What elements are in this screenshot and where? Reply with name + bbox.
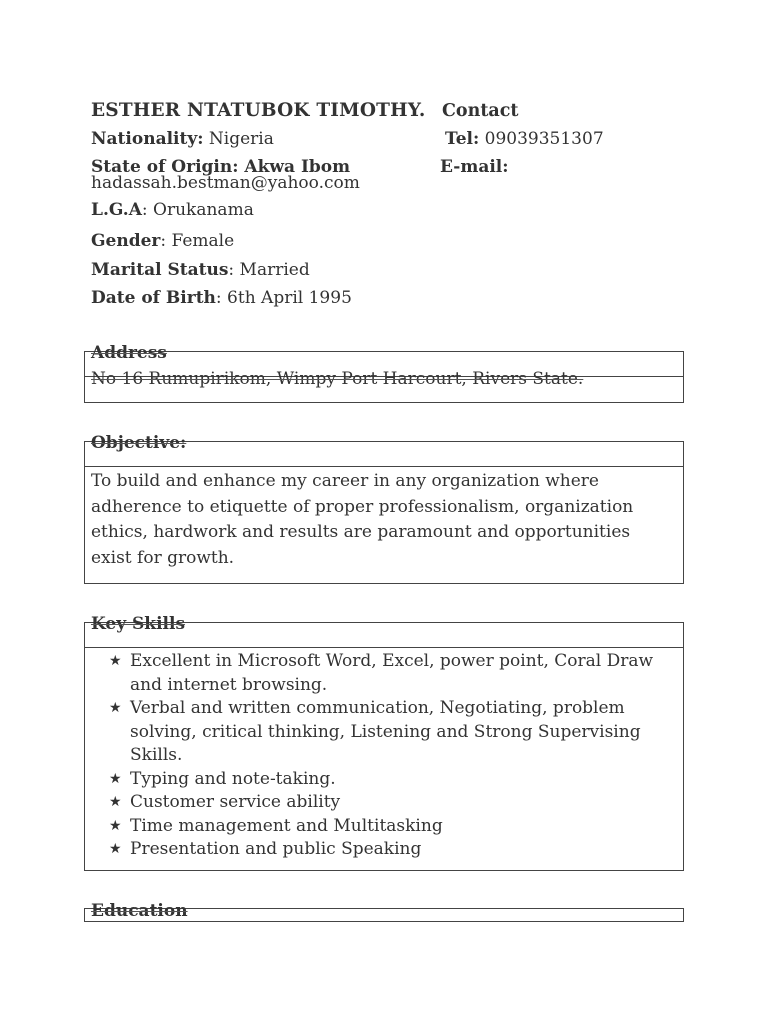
education-header: [85, 901, 683, 921]
lga-row: [91, 200, 254, 220]
tel-value: 09039351307: [479, 129, 604, 149]
star-bullet-icon: ★: [109, 794, 122, 810]
nationality-value: Nigeria: [203, 129, 274, 149]
skill-text: Excellent in Microsoft Word, Excel, power point, Coral Draw and internet browsing.: [130, 651, 654, 695]
state-of-origin: State of Origin: Akwa Ibom: [91, 157, 351, 177]
email-label: E-mail:: [440, 157, 509, 177]
skill-text: Presentation and public Speaking: [130, 839, 422, 859]
contact-heading: Contact: [442, 101, 519, 121]
star-bullet-icon: ★: [109, 700, 122, 716]
lga-label: L.G.A: [91, 200, 142, 220]
nationality-label: Nationality:: [91, 129, 204, 149]
address-text: No 16 Rumupirikom, Wimpy Port Harcourt, Rivers State.: [91, 369, 584, 389]
key-skills-list: [85, 648, 683, 874]
list-item: [85, 650, 683, 697]
gender-row: [91, 231, 234, 251]
key-skills-header: [85, 614, 683, 648]
tel-row: [445, 129, 604, 149]
dob-label: Date of Birth: [91, 288, 216, 308]
star-bullet-icon: ★: [109, 653, 122, 669]
skill-text: Typing and note-taking.: [130, 768, 336, 789]
marital-row: [91, 260, 310, 280]
tel-label: Tel:: [445, 129, 480, 149]
star-bullet-icon: ★: [109, 841, 122, 857]
list-item: [85, 838, 683, 862]
address-section: [84, 343, 684, 403]
education-title: Education: [91, 901, 188, 921]
skill-text: Verbal and written communication, Negotiating, problem solving, critical thinking, Listening and Strong Supervising Skills.: [130, 698, 641, 765]
marital-label: Marital Status: [91, 260, 229, 280]
star-bullet-icon: ★: [109, 817, 122, 834]
skill-text: Time management and Multitasking: [130, 815, 443, 836]
list-item: [85, 697, 683, 768]
list-item: [85, 791, 683, 815]
dob-row: [91, 288, 352, 308]
skill-text: Customer service ability: [130, 792, 341, 812]
list-item: [85, 815, 683, 839]
lga-value: : Orukanama: [141, 200, 254, 220]
objective-title: Objective:: [91, 433, 187, 453]
gender-value: : Female: [160, 231, 235, 251]
key-skills-title: Key Skills: [91, 614, 186, 634]
key-skills-body: [85, 648, 683, 874]
gender-label: Gender: [91, 231, 161, 251]
key-skills-section: [84, 614, 684, 871]
star-bullet-icon: ★: [109, 770, 122, 787]
marital-value: : Married: [228, 260, 310, 280]
objective-text: To build and enhance my career in any organization where adherence to etiquette of proper professionalism, organization ethics, hardwork and results are paramount and opportunities exist for growth.: [91, 471, 634, 568]
nationality-row: [91, 129, 274, 149]
objective-section: [84, 433, 684, 584]
objective-header: [85, 433, 683, 467]
email-value: hadassah.bestman@yahoo.com: [91, 173, 360, 193]
applicant-name: ESTHER NTATUBOK TIMOTHY.: [91, 100, 426, 121]
list-item: [85, 768, 683, 792]
education-section: [84, 901, 684, 922]
dob-value: : 6th April 1995: [215, 288, 352, 308]
address-title: Address: [91, 343, 167, 363]
